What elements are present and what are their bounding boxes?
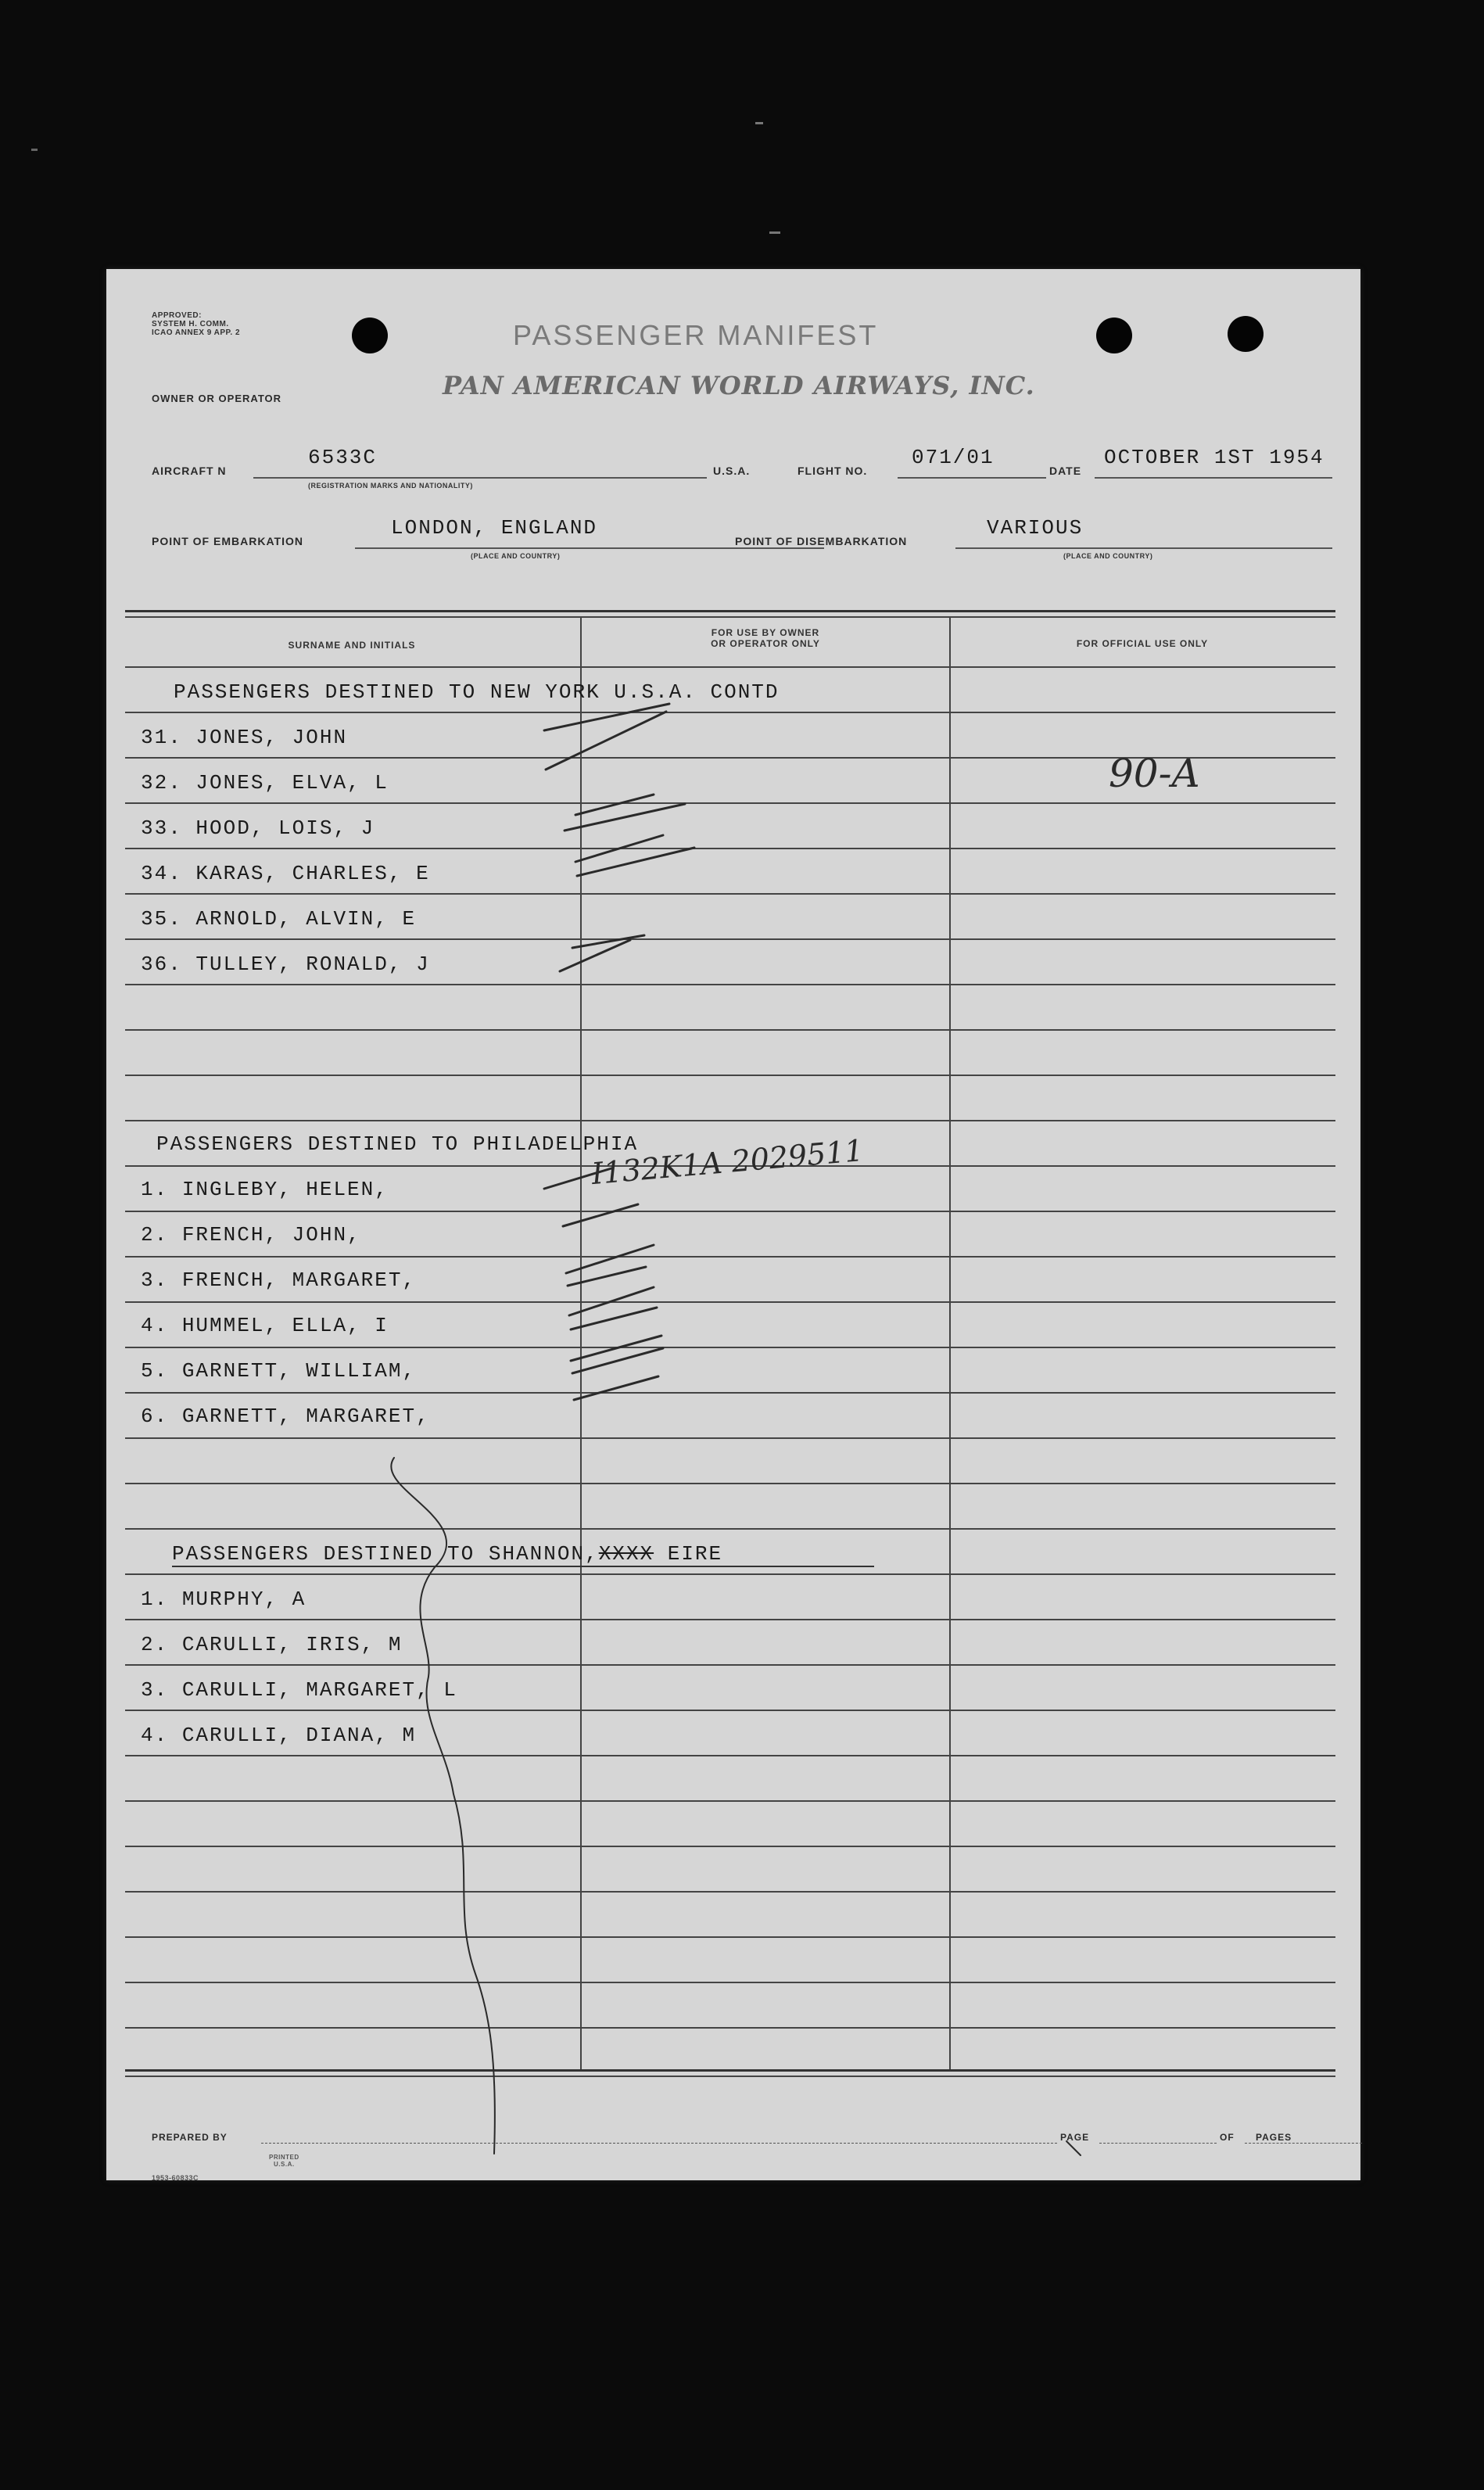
- usa-label: U.S.A.: [713, 465, 751, 477]
- printed-stamp-line-1: PRINTED: [269, 2154, 299, 2161]
- passenger-name: CARULLI, MARGARET, L: [181, 1678, 457, 1702]
- check-mark: [577, 848, 694, 876]
- printed-stamp-line-2: U.S.A.: [274, 2161, 295, 2168]
- of-line: [1245, 2143, 1362, 2144]
- border-speck: [31, 149, 38, 151]
- passenger-name: JONES, ELVA, L: [195, 771, 389, 795]
- section-heading-new-york: PASSENGERS DESTINED TO NEW YORK U.S.A. CONTD: [174, 680, 780, 704]
- passenger-number: 3.: [141, 1268, 169, 1292]
- approved-line-2: SYSTEM H. COMM.: [152, 320, 229, 328]
- passenger-name: INGLEBY, HELEN,: [181, 1178, 389, 1201]
- form-title: PASSENGER MANIFEST: [513, 319, 879, 351]
- company-name: PAN AMERICAN WORLD AIRWAYS, INC.: [443, 371, 1035, 400]
- passenger-number: 2.: [141, 1633, 169, 1656]
- passenger-name: GARNETT, WILLIAM,: [181, 1359, 417, 1383]
- passenger-number: 1.: [141, 1588, 169, 1611]
- page-label: PAGE: [1060, 2132, 1090, 2143]
- check-mark: [563, 1204, 638, 1226]
- passenger-number: 32.: [141, 771, 182, 795]
- shannon-heading-struck: XXXX: [598, 1542, 654, 1566]
- passenger-name: ARNOLD, ALVIN, E: [195, 907, 417, 931]
- embark-label: POINT OF EMBARKATION: [152, 535, 303, 547]
- passenger-number: 31.: [141, 726, 182, 749]
- pages-label: PAGES: [1256, 2132, 1292, 2143]
- col-owner-line-2: OR OPERATOR ONLY: [711, 638, 820, 649]
- section-heading-philadelphia: PASSENGERS DESTINED TO PHILADELPHIA: [156, 1132, 639, 1156]
- form-number: 1953-60833C: [152, 2174, 199, 2182]
- prepared-by-line: [261, 2143, 1057, 2144]
- passenger-number: 35.: [141, 907, 182, 931]
- shannon-heading-tail: EIRE: [654, 1542, 723, 1566]
- passenger-name: GARNETT, MARGARET,: [181, 1405, 430, 1428]
- handwritten-official-note: 90-A: [1109, 751, 1200, 796]
- passenger-name: MURPHY, A: [181, 1588, 306, 1611]
- date-label: DATE: [1049, 465, 1082, 477]
- of-label: OF: [1220, 2132, 1235, 2143]
- passenger-number: 4.: [141, 1314, 169, 1337]
- flight-label: FLIGHT NO.: [798, 465, 868, 477]
- passenger-name: HOOD, LOIS, J: [195, 816, 375, 840]
- passenger-name: FRENCH, JOHN,: [181, 1223, 361, 1247]
- disembark-value: VARIOUS: [987, 516, 1084, 540]
- aircraft-value: 6533C: [308, 446, 378, 469]
- prepared-by-label: PREPARED BY: [152, 2132, 228, 2143]
- passenger-number: 2.: [141, 1223, 169, 1247]
- shannon-heading-main: PASSENGERS DESTINED TO SHANNON,: [172, 1542, 599, 1566]
- embark-value: LONDON, ENGLAND: [391, 516, 598, 540]
- passenger-name: TULLEY, RONALD, J: [195, 953, 430, 976]
- check-mark: [571, 1336, 661, 1361]
- aircraft-caption: (REGISTRATION MARKS AND NATIONALITY): [308, 482, 473, 490]
- col-surname-header: SURNAME AND INITIALS: [288, 640, 416, 651]
- passenger-name: JONES, JOHN: [195, 726, 348, 749]
- owner-label: OWNER OR OPERATOR: [152, 393, 282, 404]
- embark-caption: (PLACE AND COUNTRY): [471, 552, 561, 560]
- check-mark: [544, 704, 669, 730]
- check-mark: [546, 712, 666, 770]
- date-value: OCTOBER 1ST 1954: [1104, 446, 1324, 469]
- disembark-label: POINT OF DISEMBARKATION: [735, 535, 908, 547]
- approved-line-3: ICAO ANNEX 9 APP. 2: [152, 328, 241, 337]
- aircraft-label: AIRCRAFT N: [152, 465, 227, 477]
- check-mark: [544, 1168, 611, 1189]
- check-mark: [565, 804, 685, 831]
- passenger-number: 34.: [141, 862, 182, 885]
- passenger-number: 3.: [141, 1678, 169, 1702]
- col-owner-line-1: FOR USE BY OWNER: [711, 627, 820, 638]
- passenger-number: 1.: [141, 1178, 169, 1201]
- border-speck: [755, 122, 763, 124]
- passenger-number: 33.: [141, 816, 182, 840]
- flight-value: 071/01: [912, 446, 995, 469]
- passenger-name: KARAS, CHARLES, E: [195, 862, 430, 885]
- passenger-number: 4.: [141, 1724, 169, 1747]
- passenger-number: 36.: [141, 953, 182, 976]
- passenger-name: HUMMEL, ELLA, I: [181, 1314, 389, 1337]
- page-line: [1099, 2143, 1217, 2144]
- passenger-number: 5.: [141, 1359, 169, 1383]
- printed-stamp: [269, 2154, 299, 2168]
- manifest-page: [106, 269, 1360, 2180]
- passenger-name: CARULLI, DIANA, M: [181, 1724, 417, 1747]
- handwritten-ingleby-note: I132K1A 2029511: [590, 1132, 866, 1192]
- passenger-name: CARULLI, IRIS, M: [181, 1633, 403, 1656]
- approved-line-1: APPROVED:: [152, 311, 202, 320]
- check-mark: [575, 795, 654, 815]
- stray-mark: [1066, 2141, 1081, 2155]
- check-mark: [572, 1348, 663, 1373]
- passenger-number: 6.: [141, 1405, 169, 1428]
- long-pen-stroke: [391, 1458, 495, 2154]
- border-speck: [769, 231, 780, 234]
- handwritten-check-marks: [106, 269, 1360, 2180]
- check-mark: [574, 1376, 658, 1400]
- disembark-caption: (PLACE AND COUNTRY): [1063, 552, 1153, 560]
- check-mark: [572, 935, 644, 948]
- passenger-name: FRENCH, MARGARET,: [181, 1268, 417, 1292]
- col-official-header: FOR OFFICIAL USE ONLY: [1076, 638, 1209, 649]
